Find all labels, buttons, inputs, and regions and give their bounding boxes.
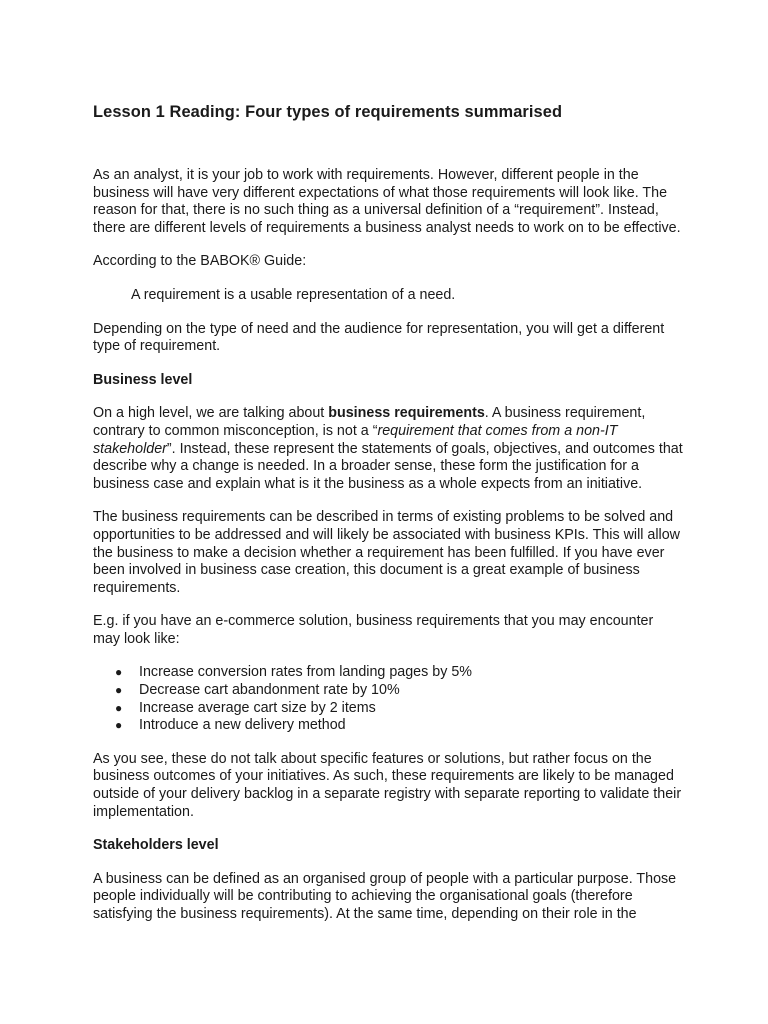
business-requirements-term: business requirements xyxy=(328,405,485,422)
bullet-icon: ● xyxy=(115,700,123,715)
business-level-paragraph-4: As you see, these do not talk about specific features or solutions, but rather focus on the business outcomes of your initiatives. As such, these requirements are likely to be managed outside of your delivery backlog in a separate registry with separate reporting to validate their implementation. xyxy=(93,750,682,820)
bullet-icon: ● xyxy=(115,665,123,680)
babok-intro-paragraph: According to the BABOK® Guide: xyxy=(93,253,307,270)
intro-paragraph: As an analyst, it is your job to work with requirements. However, different people in the business will have very different expectations of what those requirements will look like. The reason for that, there is no such thing as a universal definition of a “requirement”. Instead, there are different levels of requirements a business analyst needs to work on to be effective. xyxy=(93,167,681,236)
page-title: Lesson 1 Reading: Four types of requirements summarised xyxy=(93,103,563,121)
business-requirements-examples-list xyxy=(93,664,683,734)
business-level-p1-end: ”. Instead, these represent the statements of goals, objectives, and outcomes that describe why a change is needed. In a broader sense, these form the justification for a business case and explain what is it the business as a whole expects from an initiative. xyxy=(93,440,683,492)
list-item xyxy=(93,717,683,735)
list-item-text: Increase average cart size by 2 items xyxy=(139,699,376,716)
list-item xyxy=(93,682,683,700)
list-item xyxy=(93,664,683,682)
stakeholders-level-heading: Stakeholders level xyxy=(93,837,219,854)
business-level-paragraph-3: E.g. if you have an e-commerce solution, business requirements that you may encounter may look like: xyxy=(93,613,654,647)
business-level-paragraph-1 xyxy=(93,405,683,493)
bullet-icon: ● xyxy=(115,683,123,698)
business-level-heading: Business level xyxy=(93,371,193,388)
list-item-text: Increase conversion rates from landing pages by 5% xyxy=(139,664,472,681)
business-level-p1-start: On a high level, we are talking about xyxy=(93,405,329,422)
business-level-paragraph-2: The business requirements can be described in terms of existing problems to be solved and opportunities to be addressed and will likely be associated with business KPIs. This will allow the business to make a decision whether a requirement has been fulfilled. If you have ever been involved in business case creation, this document is a great example of business requirements. xyxy=(93,509,681,596)
stakeholders-level-paragraph-1: A business can be defined as an organised group of people with a particular purpose. Those people individually will be contributing to achieving the organisational goals (therefore satisfying the business requirements). At the same time, depending on their role in the xyxy=(93,870,677,922)
depending-paragraph: Depending on the type of need and the audience for representation, you will get a different type of requirement. xyxy=(93,320,665,355)
list-item-text: Introduce a new delivery method xyxy=(139,717,346,734)
babok-quote: A requirement is a usable representation of a need. xyxy=(131,286,456,303)
document-page xyxy=(93,100,683,924)
bullet-icon: ● xyxy=(115,718,123,733)
business-level-p1-mid: . A business requirement, contrary to common misconception, is not a “ xyxy=(93,405,646,439)
list-item xyxy=(93,700,683,718)
list-item-text: Decrease cart abandonment rate by 10% xyxy=(139,682,400,699)
misconception-quote: requirement that comes from a non-IT stakeholder xyxy=(93,422,618,457)
